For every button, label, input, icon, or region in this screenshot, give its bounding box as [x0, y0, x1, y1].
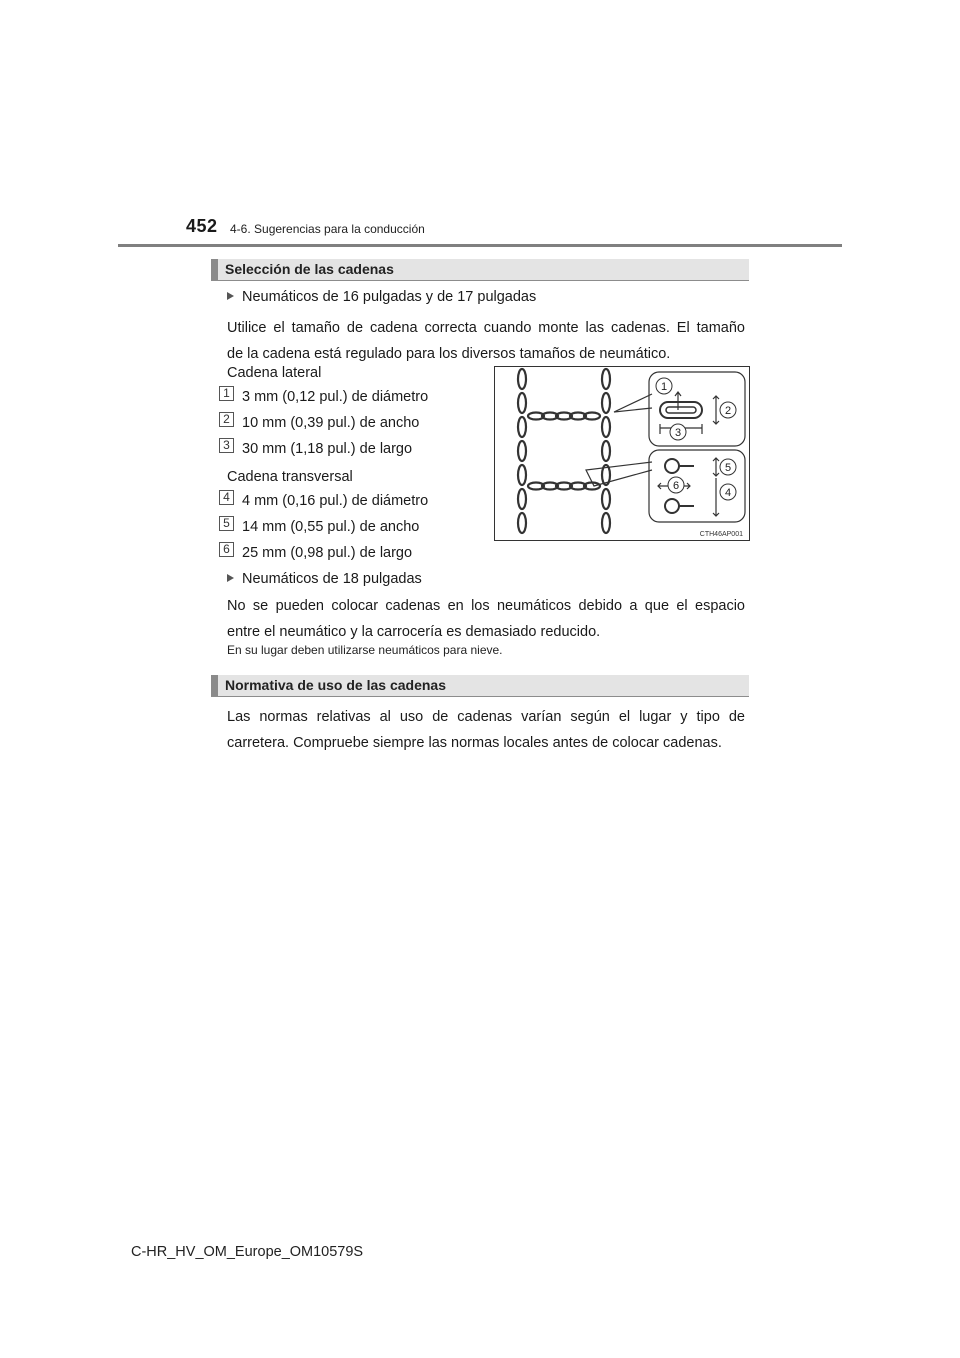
note-text: En su lugar deben utilizarse neumáticos para nieve. — [227, 643, 503, 657]
heading-accent — [211, 259, 218, 280]
diagram-label-1: 1 — [660, 381, 668, 393]
callout-number-6: 6 — [219, 542, 234, 557]
heading-accent — [211, 675, 218, 696]
spec-item: 14 mm (0,55 pul.) de ancho — [242, 519, 420, 535]
bullet-16-17-inch — [227, 289, 536, 305]
paragraph-line: Las normas relativas al uso de cadenas varían según el lugar y tipo de — [227, 709, 745, 725]
paragraph-line: entre el neumático y la carrocería es demasiado reducido. — [227, 624, 601, 640]
paragraph-line: Utilice el tamaño de cadena correcta cuando monte las cadenas. El tamaño — [227, 320, 745, 336]
diagram-label-4: 4 — [724, 487, 732, 499]
section-title: Selección de las cadenas — [225, 261, 394, 277]
bullet-text: Neumáticos de 16 pulgadas y de 17 pulgadas — [242, 289, 537, 305]
cross-chain-label: Cadena transversal — [227, 469, 353, 485]
callout-number-5: 5 — [219, 516, 234, 531]
callout-number-2: 2 — [219, 412, 234, 427]
illustration-code: CTH46AP001 — [699, 531, 743, 538]
snow-chain-illustration — [494, 366, 750, 541]
spec-item: 3 mm (0,12 pul.) de diámetro — [242, 389, 429, 405]
triangle-bullet-icon — [227, 574, 234, 582]
paragraph-line: de la cadena está regulado para los diversos tamaños de neumático. — [227, 346, 671, 362]
diagram-label-2: 2 — [724, 405, 732, 417]
diagram-label-3: 3 — [674, 427, 682, 439]
triangle-bullet-icon — [227, 292, 234, 300]
section-title: Normativa de uso de las cadenas — [225, 677, 446, 693]
spec-item: 10 mm (0,39 pul.) de ancho — [242, 415, 420, 431]
spec-item: 4 mm (0,16 pul.) de diámetro — [242, 493, 429, 509]
bullet-18-inch — [227, 571, 422, 587]
diagram-label-5: 5 — [724, 462, 732, 474]
paragraph-line: No se pueden colocar cadenas en los neumáticos debido a que el espacio — [227, 598, 745, 614]
header-divider — [118, 244, 842, 247]
page-number: 452 — [186, 216, 218, 236]
paragraph-line: carretera. Compruebe siempre las normas locales antes de colocar cadenas. — [227, 735, 722, 751]
callout-number-1: 1 — [219, 386, 234, 401]
callout-number-3: 3 — [219, 438, 234, 453]
spec-item: 30 mm (1,18 pul.) de largo — [242, 441, 413, 457]
section-heading-chain-regulations — [211, 675, 749, 697]
spec-item: 25 mm (0,98 pul.) de largo — [242, 545, 413, 561]
section-path: 4-6. Sugerencias para la conducción — [230, 222, 425, 236]
document-id: C-HR_HV_OM_Europe_OM10579S — [131, 1244, 364, 1260]
diagram-label-6: 6 — [672, 480, 680, 492]
section-heading-chain-selection — [211, 259, 749, 281]
side-chain-label: Cadena lateral — [227, 365, 322, 381]
callout-number-4: 4 — [219, 490, 234, 505]
bullet-text: Neumáticos de 18 pulgadas — [242, 571, 422, 587]
